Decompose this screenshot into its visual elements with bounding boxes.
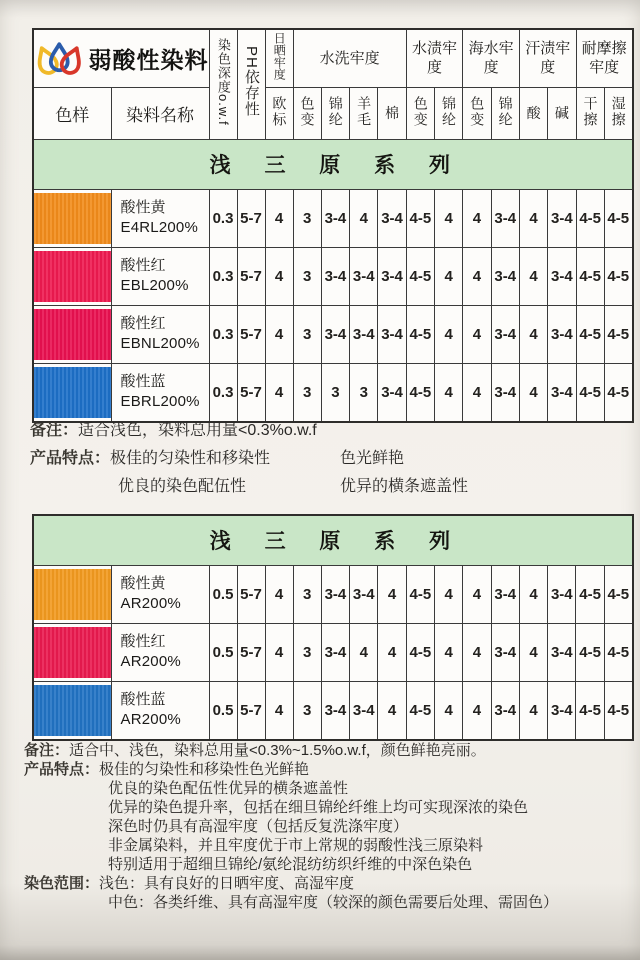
column-header-ph: PH依存性	[237, 29, 265, 139]
fastness-value-cell: 4	[463, 189, 491, 247]
column-subheader: 色变	[406, 87, 434, 139]
fastness-value-cell: 3-4	[491, 189, 519, 247]
dye-row	[33, 565, 633, 623]
fastness-value-cell: 4-5	[406, 623, 434, 681]
color-swatch-cell	[33, 565, 111, 623]
note-line	[24, 836, 630, 855]
column-group-rubbing: 耐摩擦牢度	[576, 29, 633, 87]
color-swatch	[34, 193, 111, 244]
fastness-value-cell: 3-4	[350, 565, 378, 623]
color-swatch	[34, 685, 111, 736]
fastness-value-cell: 4-5	[406, 189, 434, 247]
note-label: 染色范围：	[24, 875, 100, 892]
note-line	[24, 798, 630, 817]
color-swatch-cell	[33, 247, 111, 305]
fastness-value-cell: 4-5	[604, 189, 632, 247]
color-swatch-cell	[33, 363, 111, 422]
note-text: 优良的染色配伍性优异的横条遮盖性	[108, 780, 349, 797]
fastness-value-cell: 3	[293, 681, 321, 740]
fastness-value-cell: 3-4	[378, 247, 406, 305]
column-group-waterstain: 水渍牢度	[406, 29, 463, 87]
fastness-value-cell: 4	[463, 247, 491, 305]
feature-text: 色光鲜艳	[340, 450, 405, 467]
header-row-groups	[33, 29, 633, 87]
dye-row	[33, 247, 633, 305]
note-line	[24, 779, 630, 798]
note-label: 备注：	[24, 742, 70, 759]
column-subheader: 色变	[293, 87, 321, 139]
column-header-sun: 日晒牢度	[265, 29, 293, 87]
fastness-value-cell: 4-5	[604, 565, 633, 623]
fastness-value-cell: 4-5	[576, 305, 604, 363]
column-subheader: 锦纶	[435, 87, 463, 139]
dye-name-cell	[111, 305, 209, 363]
note-text: 适合中、浅色，染料总用量<0.3%~1.5%o.w.f，颜色鲜艳亮丽。	[69, 742, 486, 759]
column-subheader: 干擦	[576, 87, 604, 139]
note-text: 中色：各类纤维、具有高湿牢度（较深的颜色需要后处理、需固色）	[108, 894, 559, 911]
feature-text: 极佳的匀染性和移染性	[110, 450, 271, 467]
fastness-value-cell: 3	[293, 305, 321, 363]
dye-spec-table-1	[32, 28, 634, 423]
fastness-value-cell: 3-4	[350, 247, 378, 305]
fastness-value-cell: 4	[435, 305, 463, 363]
fastness-value-cell: 4-5	[406, 305, 434, 363]
fastness-value-cell: 3-4	[548, 189, 576, 247]
fastness-value-cell: 3-4	[548, 363, 576, 422]
fastness-value-cell: 4	[378, 565, 406, 623]
features-line	[30, 473, 616, 501]
fastness-value-cell: 3-4	[378, 189, 406, 247]
fastness-value-cell: 0.3	[209, 305, 237, 363]
fastness-value-cell: 0.5	[209, 565, 237, 623]
fastness-value-cell: 4-5	[576, 565, 604, 623]
fastness-value-cell: 5-7	[237, 247, 265, 305]
fastness-value-cell: 3	[350, 363, 378, 422]
fastness-value-cell: 4	[519, 565, 547, 623]
fastness-value-cell: 4-5	[576, 363, 604, 422]
dye-name-cell	[111, 363, 209, 422]
remark-text: 适合浅色，染料总用量<0.3%o.w.f	[78, 422, 317, 439]
fastness-value-cell: 4	[265, 681, 293, 740]
fastness-value-cell: 3-4	[491, 623, 519, 681]
fastness-value-cell: 3-4	[321, 681, 349, 740]
fastness-value-cell: 4	[463, 681, 491, 740]
dye-drops-logo-icon	[34, 36, 85, 80]
fastness-value-cell: 3	[293, 363, 321, 422]
fastness-value-cell: 3-4	[491, 681, 519, 740]
fastness-value-cell: 4-5	[604, 247, 632, 305]
dye-name-cell	[111, 681, 209, 740]
fastness-value-cell: 3-4	[548, 623, 576, 681]
features-label: 产品特点：	[30, 450, 111, 467]
series-banner: 浅 三 原 系 列	[33, 139, 633, 189]
fastness-value-cell: 3	[293, 189, 321, 247]
fastness-value-cell: 3-4	[350, 681, 378, 740]
fastness-value-cell: 4-5	[604, 681, 633, 740]
fastness-value-cell: 4-5	[576, 623, 604, 681]
dye-name: 酸性蓝	[120, 691, 166, 708]
notes-block-1	[30, 417, 616, 501]
dye-row	[33, 681, 633, 740]
note-text: 极佳的匀染性和移染性色光鲜艳	[99, 761, 310, 778]
series-banner: 浅 三 原 系 列	[33, 515, 633, 565]
fastness-value-cell: 0.3	[209, 189, 237, 247]
fastness-value-cell: 4	[378, 681, 406, 740]
note-text: 浅色：具有良好的日晒牢度、高湿牢度	[99, 875, 355, 892]
fastness-value-cell: 4	[434, 565, 462, 623]
fastness-value-cell: 4	[378, 623, 406, 681]
column-header-dye-name: 染料名称	[111, 87, 209, 139]
dye-row	[33, 189, 633, 247]
note-text: 特别适用于超细旦锦纶/氨纶混纺纺织纤维的中深色染色	[108, 856, 473, 873]
color-swatch	[34, 569, 111, 620]
fastness-value-cell: 4	[434, 681, 462, 740]
note-label: 产品特点：	[24, 761, 100, 778]
features-line	[30, 445, 616, 473]
fastness-value-cell: 4	[519, 623, 547, 681]
fastness-value-cell: 4-5	[406, 681, 434, 740]
dye-code: EBRL200%	[120, 393, 200, 410]
brand-cell	[33, 29, 209, 87]
fastness-value-cell: 4	[265, 247, 293, 305]
dye-code: EBNL200%	[120, 335, 200, 352]
column-header-depth: 染色深度o.w.f	[209, 29, 237, 139]
note-text: 非金属染料，并且牢度优于市上常规的弱酸性浅三原染料	[108, 837, 484, 854]
fastness-value-cell: 4	[350, 189, 378, 247]
fastness-value-cell: 4-5	[604, 305, 632, 363]
fastness-value-cell: 3-4	[321, 305, 349, 363]
fastness-value-cell: 0.3	[209, 247, 237, 305]
fastness-value-cell: 4	[463, 565, 491, 623]
note-line	[24, 760, 630, 779]
fastness-value-cell: 3	[321, 363, 349, 422]
fastness-value-cell: 3-4	[378, 363, 406, 422]
column-subheader: 色变	[463, 87, 491, 139]
dye-name: 酸性黄	[120, 199, 166, 216]
fastness-value-cell: 3-4	[548, 565, 576, 623]
fastness-value-cell: 4	[435, 247, 463, 305]
dye-row	[33, 363, 633, 422]
fastness-value-cell: 4-5	[604, 363, 632, 422]
note-text: 深色时仍具有高湿牢度（包括反复洗涤牢度）	[108, 818, 409, 835]
fastness-value-cell: 3-4	[321, 623, 349, 681]
fastness-value-cell: 3-4	[378, 305, 406, 363]
dye-name: 酸性红	[120, 633, 166, 650]
notes-block-2	[24, 741, 630, 912]
brand-title: 弱酸性染料	[88, 46, 209, 73]
fastness-value-cell: 0.5	[209, 623, 237, 681]
fastness-value-cell: 4	[265, 623, 293, 681]
fastness-value-cell: 4-5	[406, 363, 434, 422]
fastness-value-cell: 4-5	[406, 247, 434, 305]
dye-code: E4RL200%	[120, 219, 198, 236]
dye-name: 酸性红	[120, 257, 166, 274]
color-swatch-cell	[33, 189, 111, 247]
column-subheader: 碱	[548, 87, 576, 139]
fastness-value-cell: 3-4	[321, 247, 349, 305]
note-line	[24, 817, 630, 836]
remark-label: 备注：	[30, 422, 79, 439]
fastness-value-cell: 4-5	[576, 247, 604, 305]
fastness-value-cell: 3-4	[491, 305, 519, 363]
fastness-value-cell: 4	[519, 247, 547, 305]
fastness-value-cell: 5-7	[237, 305, 265, 363]
fastness-value-cell: 4	[519, 305, 547, 363]
color-swatch-cell	[33, 623, 111, 681]
fastness-value-cell: 0.3	[209, 363, 237, 422]
dye-code: AR200%	[120, 595, 181, 612]
dye-code: AR200%	[120, 653, 181, 670]
color-swatch	[34, 309, 111, 360]
dye-name-cell	[111, 623, 209, 681]
fastness-value-cell: 4-5	[576, 189, 604, 247]
column-group-seawater: 海水牢度	[463, 29, 520, 87]
fastness-value-cell: 4-5	[406, 565, 434, 623]
fastness-value-cell: 3	[293, 565, 321, 623]
dye-row	[33, 623, 633, 681]
fastness-value-cell: 4	[265, 565, 293, 623]
dye-name-cell	[111, 565, 209, 623]
fastness-value-cell: 4	[463, 305, 491, 363]
column-group-wash: 水洗牢度	[293, 29, 406, 87]
color-swatch	[34, 627, 111, 678]
fastness-value-cell: 5-7	[237, 681, 265, 740]
fastness-value-cell: 4	[435, 189, 463, 247]
fastness-value-cell: 3-4	[548, 305, 576, 363]
dye-spec-table-2	[32, 514, 634, 741]
dye-name-cell	[111, 247, 209, 305]
series-banner-row	[33, 139, 633, 189]
note-line	[24, 893, 630, 912]
note-line	[24, 874, 630, 893]
column-header-sample: 色样	[33, 87, 111, 139]
fastness-value-cell: 5-7	[237, 623, 265, 681]
note-line	[24, 741, 630, 760]
fastness-value-cell: 4	[265, 363, 293, 422]
fastness-value-cell: 4-5	[604, 623, 633, 681]
fastness-value-cell: 3-4	[321, 189, 349, 247]
column-subheader: 棉	[378, 87, 406, 139]
column-group-perspiration: 汗渍牢度	[519, 29, 576, 87]
note-text: 优异的染色提升率，包括在细旦锦纶纤维上均可实现深浓的染色	[108, 799, 529, 816]
color-swatch-cell	[33, 681, 111, 740]
dye-code: AR200%	[120, 711, 181, 728]
dye-name: 酸性黄	[120, 575, 166, 592]
column-subheader: 羊毛	[350, 87, 378, 139]
fastness-value-cell: 4	[435, 363, 463, 422]
column-header-eu-standard: 欧标	[265, 87, 293, 139]
fastness-value-cell: 4	[350, 623, 378, 681]
fastness-value-cell: 4	[519, 189, 547, 247]
fastness-value-cell: 4	[265, 305, 293, 363]
note-line	[24, 855, 630, 874]
dye-code: EBL200%	[120, 277, 189, 294]
feature-text: 优良的染色配伍性	[118, 478, 247, 495]
column-subheader: 锦纶	[321, 87, 349, 139]
fastness-value-cell: 3-4	[548, 681, 576, 740]
fastness-value-cell: 4	[519, 681, 547, 740]
dye-name-cell	[111, 189, 209, 247]
fastness-value-cell: 5-7	[237, 363, 265, 422]
fastness-value-cell: 4-5	[576, 681, 604, 740]
fastness-value-cell: 4	[265, 189, 293, 247]
dye-row	[33, 305, 633, 363]
fastness-value-cell: 4	[434, 623, 462, 681]
fastness-value-cell: 3-4	[350, 305, 378, 363]
fastness-value-cell: 3-4	[321, 565, 349, 623]
fastness-value-cell: 4	[463, 623, 491, 681]
fastness-value-cell: 3-4	[491, 363, 519, 422]
color-swatch	[34, 367, 111, 418]
column-subheader: 锦纶	[491, 87, 519, 139]
column-subheader: 酸	[519, 87, 547, 139]
remark-line	[30, 417, 616, 445]
header-row-subs	[33, 87, 633, 139]
feature-text: 优异的横条遮盖性	[340, 478, 469, 495]
fastness-value-cell: 5-7	[237, 189, 265, 247]
color-swatch-cell	[33, 305, 111, 363]
fastness-value-cell: 3	[293, 623, 321, 681]
series-banner-row	[33, 515, 633, 565]
fastness-value-cell: 3	[293, 247, 321, 305]
color-swatch	[34, 251, 111, 302]
fastness-value-cell: 3-4	[548, 247, 576, 305]
fastness-value-cell: 5-7	[237, 565, 265, 623]
fastness-value-cell: 4	[519, 363, 547, 422]
dye-name: 酸性红	[120, 315, 166, 332]
fastness-value-cell: 3-4	[491, 247, 519, 305]
fastness-value-cell: 3-4	[491, 565, 519, 623]
dye-name: 酸性蓝	[120, 373, 166, 390]
fastness-value-cell: 0.5	[209, 681, 237, 740]
column-subheader: 湿擦	[604, 87, 632, 139]
fastness-value-cell: 4	[463, 363, 491, 422]
